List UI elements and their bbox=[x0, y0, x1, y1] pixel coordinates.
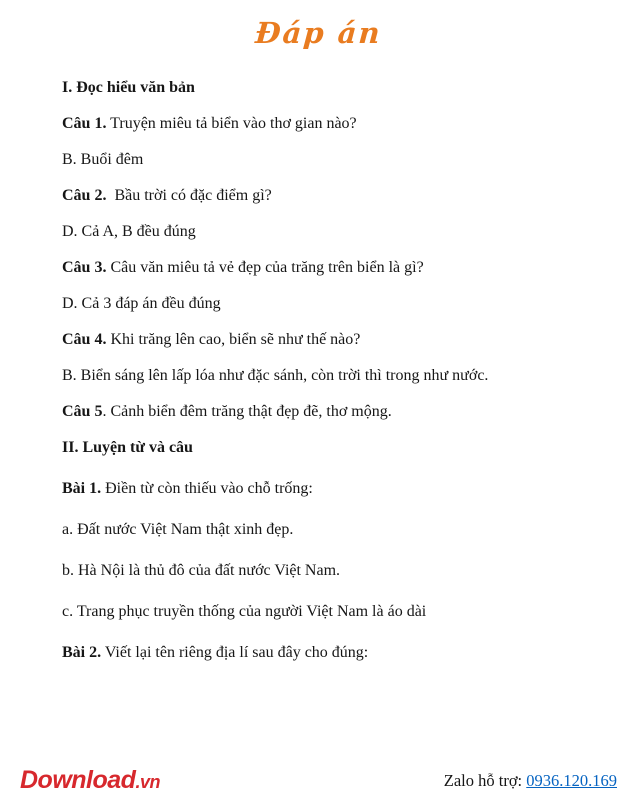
document-page bbox=[0, 16, 637, 808]
logo-suffix-text: .vn bbox=[135, 772, 160, 792]
page-footer bbox=[0, 762, 637, 808]
question-line-cau5: Câu 5. Cảnh biển đêm trăng thật đẹp đẽ, thơ mộng. bbox=[62, 403, 392, 420]
answer-line-cau3: D. Cả 3 đáp án đều đúng bbox=[62, 295, 221, 312]
question-line-bai2: Bài 2. Viết lại tên riêng địa lí sau đây cho đúng: bbox=[62, 644, 369, 661]
section-heading-2: II. Luyện từ và câu bbox=[62, 439, 193, 456]
question-line-cau2: Câu 2. Bầu trời có đặc điểm gì? bbox=[62, 187, 272, 204]
question-line-bai1: Bài 1. Điền từ còn thiếu vào chỗ trống: bbox=[62, 480, 313, 497]
answer-line-bai1-c: c. Trang phục truyền thống của người Việt Nam là áo dài bbox=[62, 603, 427, 620]
page-title: Đáp án bbox=[254, 16, 383, 50]
zalo-support bbox=[444, 771, 617, 791]
zalo-support-label: Zalo hỗ trợ: bbox=[443, 771, 527, 790]
question-line-cau1: Câu 1. Truyện miêu tả biển vào thơ gian nào? bbox=[62, 115, 357, 132]
logo-main-text: Download bbox=[20, 766, 136, 794]
downloadvn-logo[interactable] bbox=[20, 766, 160, 795]
answer-line-cau1: B. Buổi đêm bbox=[62, 151, 144, 168]
answer-line-bai1-b: b. Hà Nội là thủ đô của đất nước Việt Nam. bbox=[62, 562, 341, 579]
section-heading-1: I. Đọc hiểu văn bản bbox=[62, 79, 195, 96]
answer-line-cau2: D. Cả A, B đều đúng bbox=[62, 223, 196, 240]
answer-line-cau4: B. Biển sáng lên lấp lóa như đặc sánh, còn trời thì trong như nước. bbox=[62, 367, 489, 384]
zalo-support-phone-link[interactable]: 0936.120.169 bbox=[526, 771, 617, 790]
answer-line-bai1-a: a. Đất nước Việt Nam thật xinh đẹp. bbox=[62, 521, 294, 538]
question-line-cau3: Câu 3. Câu văn miêu tả vẻ đẹp của trăng trên biển là gì? bbox=[62, 259, 424, 276]
question-line-cau4: Câu 4. Khi trăng lên cao, biển sẽ như thế nào? bbox=[62, 331, 361, 348]
